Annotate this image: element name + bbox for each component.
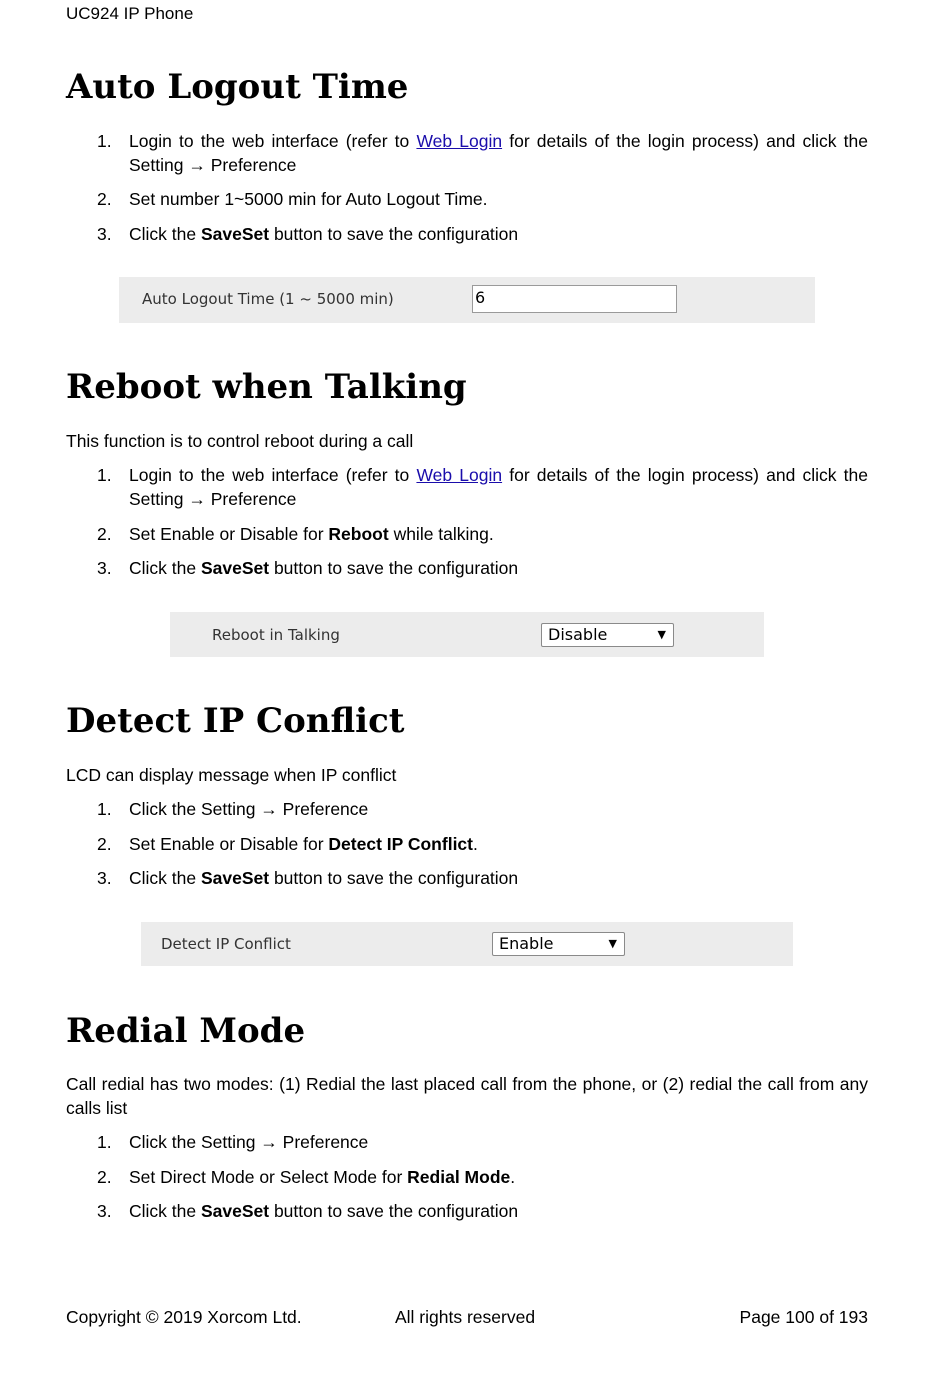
dropdown-arrow-icon: ▼ — [608, 937, 617, 950]
step-number: 2. — [97, 1167, 112, 1187]
detect-ip-settings-panel — [141, 922, 793, 966]
saveset-term: SaveSet — [200, 558, 270, 578]
detect-ip-select[interactable] — [492, 932, 625, 956]
selected-value: Disable — [548, 625, 608, 644]
step-text: Login to the web interface (refer to Web Login for details of the login process) and click the Setting → Preference — [129, 465, 868, 509]
step-number: 2. — [97, 189, 112, 209]
section-title-redial: Redial Mode — [66, 1011, 306, 1051]
step-number: 3. — [97, 1201, 112, 1221]
step-text: Set Direct Mode or Select Mode for Redial Mode. — [129, 1167, 516, 1187]
step-number: 3. — [97, 558, 112, 578]
step-number: 2. — [97, 524, 112, 544]
step-text: Click the SaveSet button to save the configuration — [129, 1201, 519, 1221]
footer-copyright: Copyright © 2019 Xorcom Ltd. — [66, 1307, 302, 1327]
detect-ip-label: Detect IP Conflict — [161, 935, 291, 953]
reboot-talking-settings-panel — [170, 612, 764, 657]
step-text: Login to the web interface (refer to Web Login for details of the login process) and click the Setting → Preference — [129, 131, 868, 175]
step-number: 3. — [97, 868, 112, 888]
section-intro: Call redial has two modes: (1) Redial the last placed call from the phone, or (2) redial the call from any calls list — [66, 1074, 868, 1118]
reboot-talking-select[interactable] — [541, 623, 674, 647]
step-text: Set Enable or Disable for Detect IP Conflict. — [129, 834, 478, 854]
step-text: Set Enable or Disable for Reboot while talking. — [129, 524, 494, 544]
web-login-link[interactable]: Web Login — [416, 131, 503, 151]
step-text: Click the SaveSet button to save the configuration — [129, 868, 519, 888]
step-text: Click the Setting → Preference — [129, 1132, 369, 1152]
saveset-term: SaveSet — [200, 224, 270, 244]
section-title-auto-logout: Auto Logout Time — [66, 67, 409, 107]
section-title-reboot-talking: Reboot when Talking — [66, 367, 467, 407]
auto-logout-input[interactable]: 6 — [472, 285, 677, 313]
selected-value: Enable — [499, 934, 554, 953]
section-intro: LCD can display message when IP conflict — [66, 765, 397, 785]
step-text: Click the SaveSet button to save the configuration — [129, 558, 519, 578]
step-text: Click the Setting → Preference — [129, 799, 369, 819]
auto-logout-settings-panel — [119, 277, 815, 323]
section-title-detect-ip: Detect IP Conflict — [66, 701, 405, 741]
dropdown-arrow-icon: ▼ — [657, 628, 666, 641]
saveset-term: SaveSet — [200, 1201, 270, 1221]
step-number: 1. — [97, 799, 112, 819]
footer-page-number: Page 100 of 193 — [739, 1307, 868, 1327]
step-text: Set number 1~5000 min for Auto Logout Time. — [129, 189, 488, 209]
step-number: 1. — [97, 1132, 112, 1152]
auto-logout-label: Auto Logout Time (1 ~ 5000 min) — [142, 290, 394, 308]
step-number: 1. — [97, 465, 112, 485]
footer-rights: All rights reserved — [395, 1307, 536, 1327]
section-intro: This function is to control reboot during a call — [66, 431, 414, 451]
step-number: 2. — [97, 834, 112, 854]
running-header: UC924 IP Phone — [66, 4, 194, 23]
saveset-term: SaveSet — [200, 868, 270, 888]
web-login-link[interactable]: Web Login — [416, 465, 503, 485]
step-number: 3. — [97, 224, 112, 244]
reboot-talking-label: Reboot in Talking — [212, 626, 340, 644]
step-text: Click the SaveSet button to save the configuration — [129, 224, 519, 244]
step-number: 1. — [97, 131, 112, 151]
